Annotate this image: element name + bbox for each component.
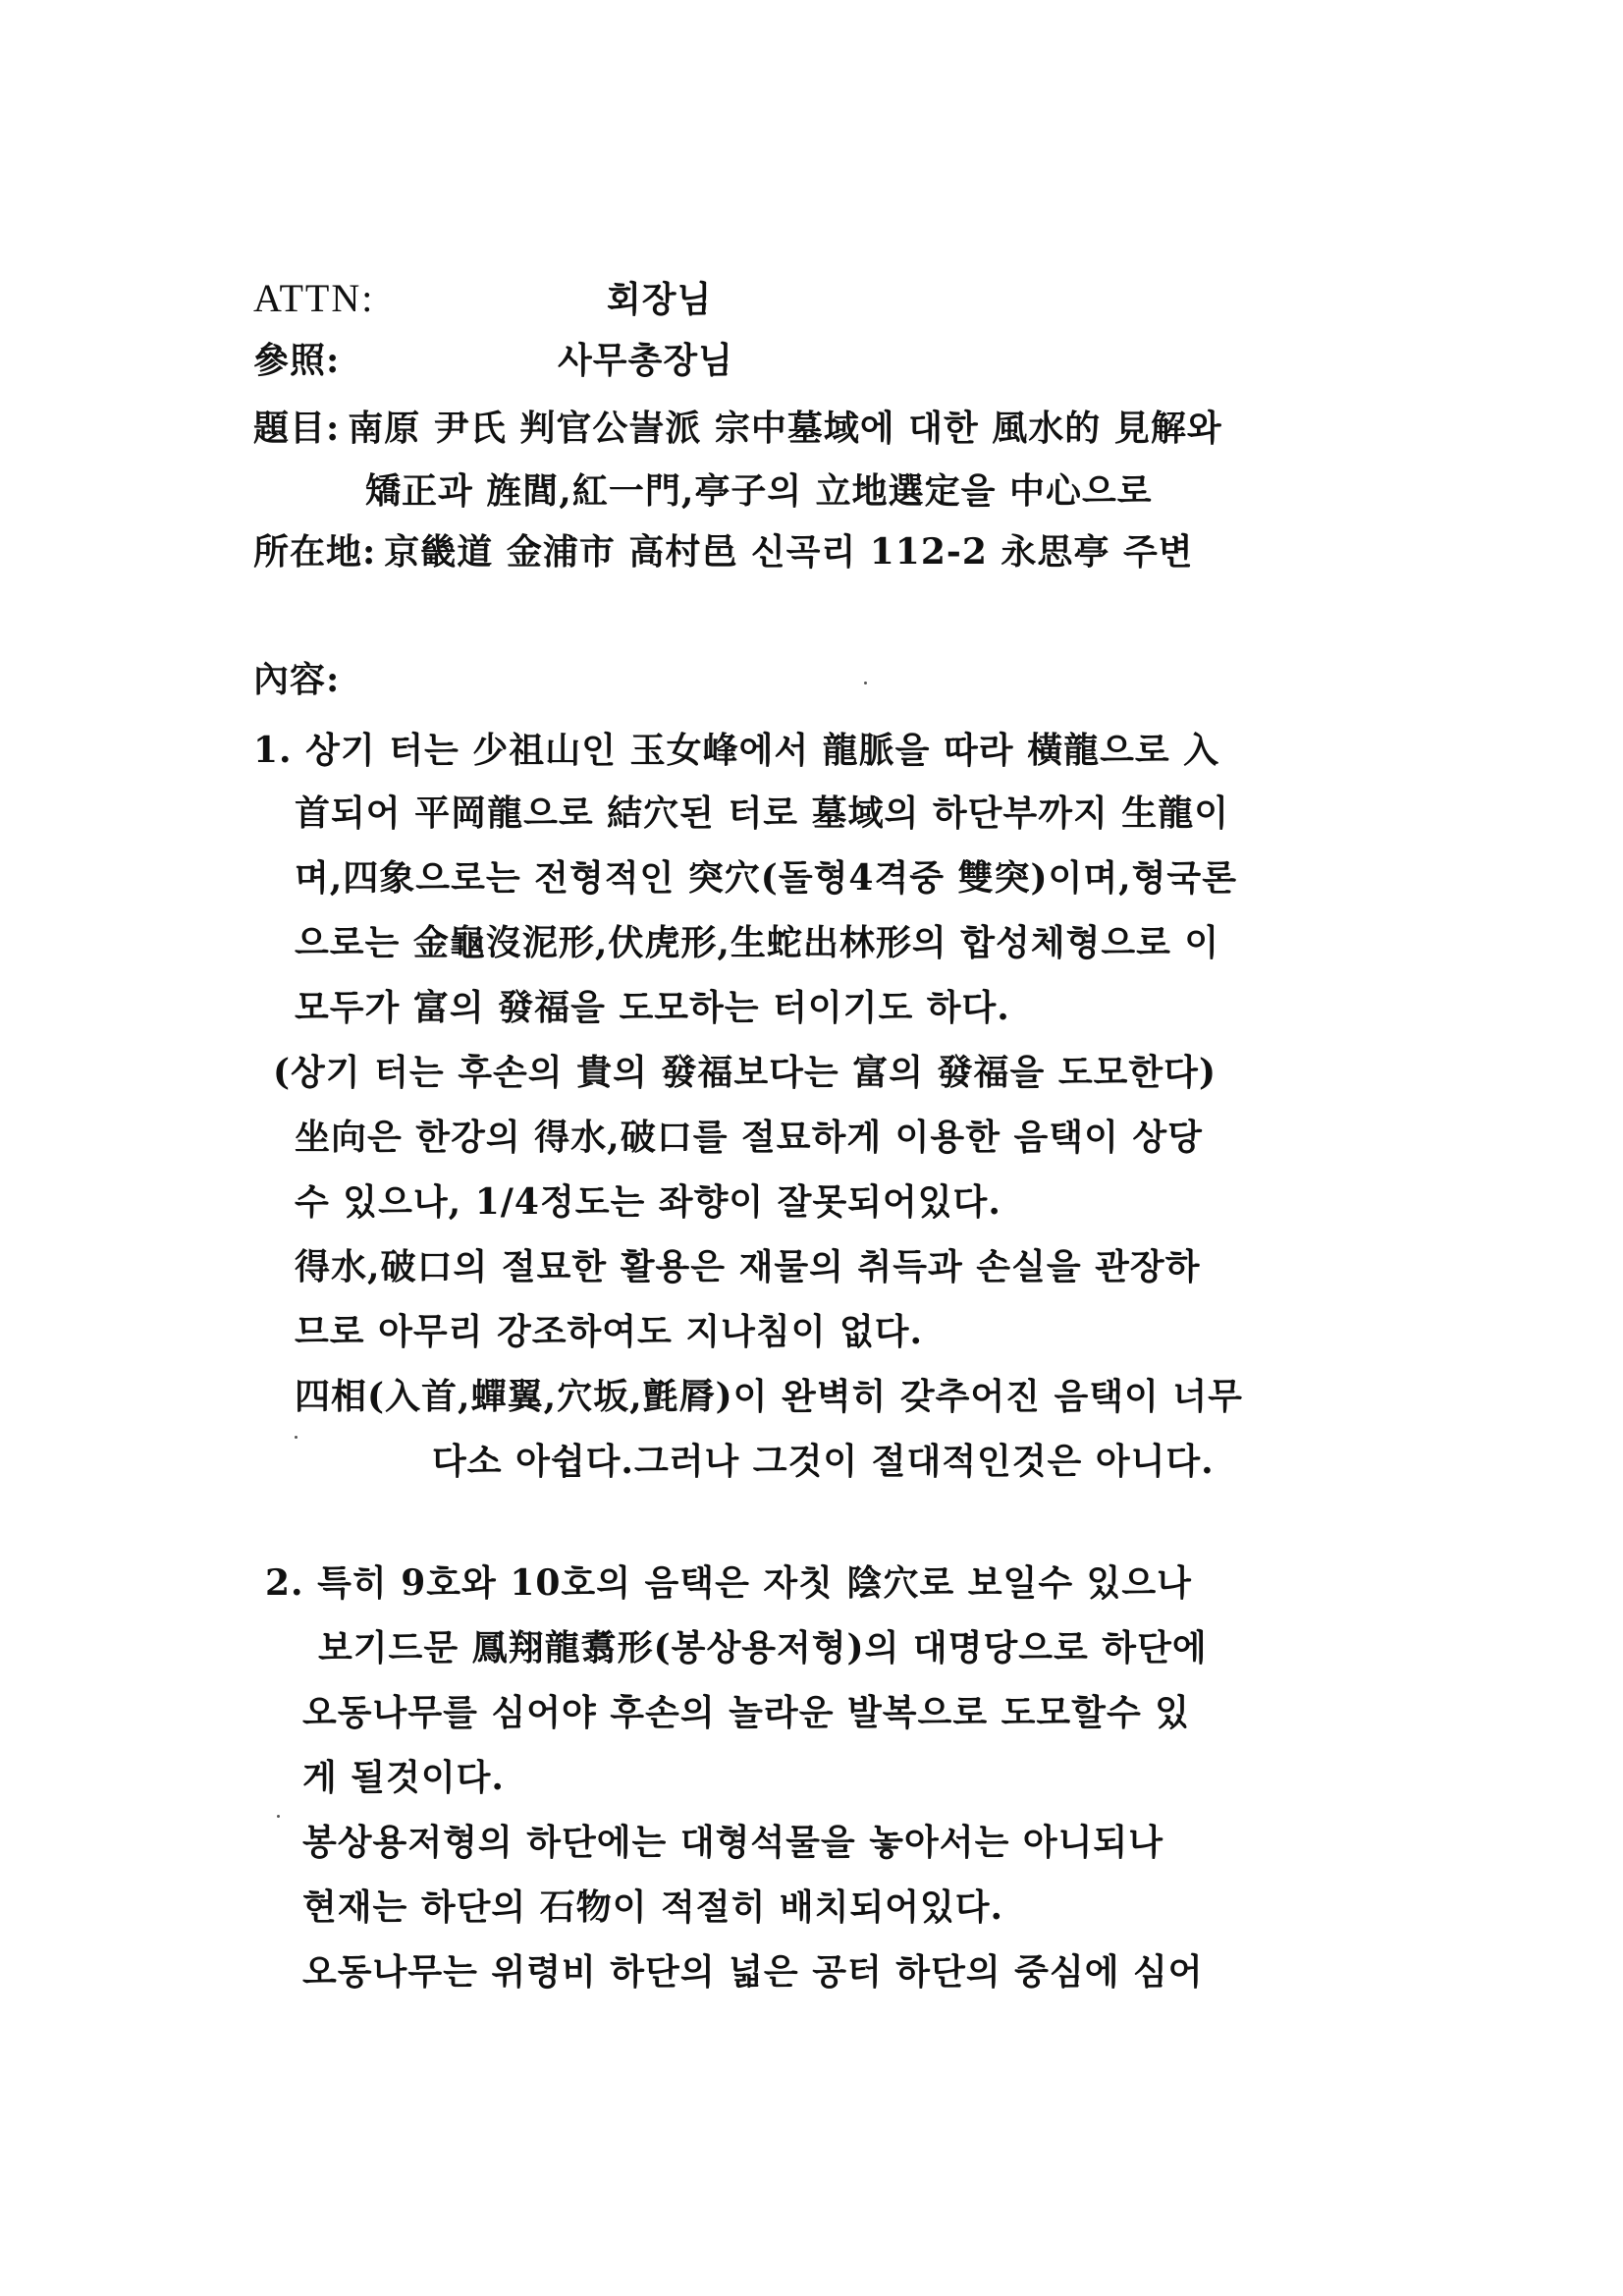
section2-line: 오동나무는 위령비 하단의 넓은 공터 하단의 중심에 심어 <box>302 1951 1204 1993</box>
section2-line: 게 될것이다. <box>302 1757 505 1798</box>
section1-note: (상기 터는 후손의 貴의 發福보다는 富의 發福을 도모한다) <box>273 1052 1217 1093</box>
section2-line: 2. 특히 9호와 10호의 음택은 자칫 陰穴로 보일수 있으나 <box>265 1562 1192 1604</box>
subject-line-1 <box>253 407 1222 450</box>
section1-line: 1. 상기 터는 少祖山인 玉女峰에서 龍脈을 따라 橫龍으로 入 <box>253 730 1220 771</box>
section2-line: 오동나무를 심어야 후손의 놀라운 발복으로 도모할수 있 <box>302 1692 1191 1733</box>
attn-line <box>253 277 712 321</box>
location-value: 京畿道 金浦市 高村邑 신곡리 112-2 永思亭 주변 <box>384 531 1194 573</box>
reference-label: 參照: <box>253 340 341 381</box>
subject-label: 題目: <box>253 408 341 449</box>
section1-line: 며,四象으로는 전형적인 突穴(돌형4격중 雙突)이며,형국론 <box>295 857 1237 899</box>
section1-line: 四相(入首,蟬翼,穴坂,氈脣)이 완벽히 갖추어진 음택이 너무 <box>295 1376 1243 1417</box>
scan-speck <box>295 1436 298 1439</box>
section1-line: 수 있으나, 1/4정도는 좌향이 잘못되어있다. <box>295 1181 1001 1223</box>
scan-speck <box>277 1815 280 1818</box>
subject-line-2 <box>365 469 1153 513</box>
location-line <box>253 530 1194 574</box>
section1-line: 모두가 富의 發福을 도모하는 터이기도 하다. <box>295 987 1010 1028</box>
section2-line: 보기드문 鳳翔龍翥形(봉상용저형)의 대명당으로 하단에 <box>318 1627 1208 1668</box>
reference-value: 사무총장님 <box>558 340 733 381</box>
subject-text-1: 南原 尹氏 判官公訔派 宗中墓域에 대한 風水的 見解와 <box>348 408 1222 449</box>
section1-line: 다소 아쉽다.그러나 그것이 절대적인것은 아니다. <box>432 1441 1215 1482</box>
section1-line: 首되어 平岡龍으로 結穴된 터로 墓域의 하단부까지 生龍이 <box>295 793 1230 834</box>
section2-line: 봉상용저형의 하단에는 대형석물을 놓아서는 아니되나 <box>302 1822 1163 1863</box>
section1-line: 므로 아무리 강조하여도 지나침이 없다. <box>295 1311 924 1352</box>
attn-label: ATTN: <box>253 276 375 320</box>
section1-line: 坐向은 한강의 得水,破口를 절묘하게 이용한 음택이 상당 <box>295 1117 1203 1158</box>
attn-value: 회장님 <box>607 279 713 320</box>
location-label: 所在地: <box>253 531 377 573</box>
content-label: 內容: <box>253 659 341 700</box>
subject-text-2: 矯正과 旌閭,紅一門,亭子의 立地選定을 中心으로 <box>365 470 1153 512</box>
section2-line: 현재는 하단의 石物이 적절히 배치되어있다. <box>302 1886 1004 1928</box>
section1-line: 得水,破口의 절묘한 활용은 재물의 취득과 손실을 관장하 <box>295 1246 1201 1287</box>
scan-speck <box>864 682 867 684</box>
reference-line <box>253 339 733 382</box>
section1-line: 으로는 金龜沒泥形,伏虎形,生蛇出林形의 합성체형으로 이 <box>295 922 1220 963</box>
